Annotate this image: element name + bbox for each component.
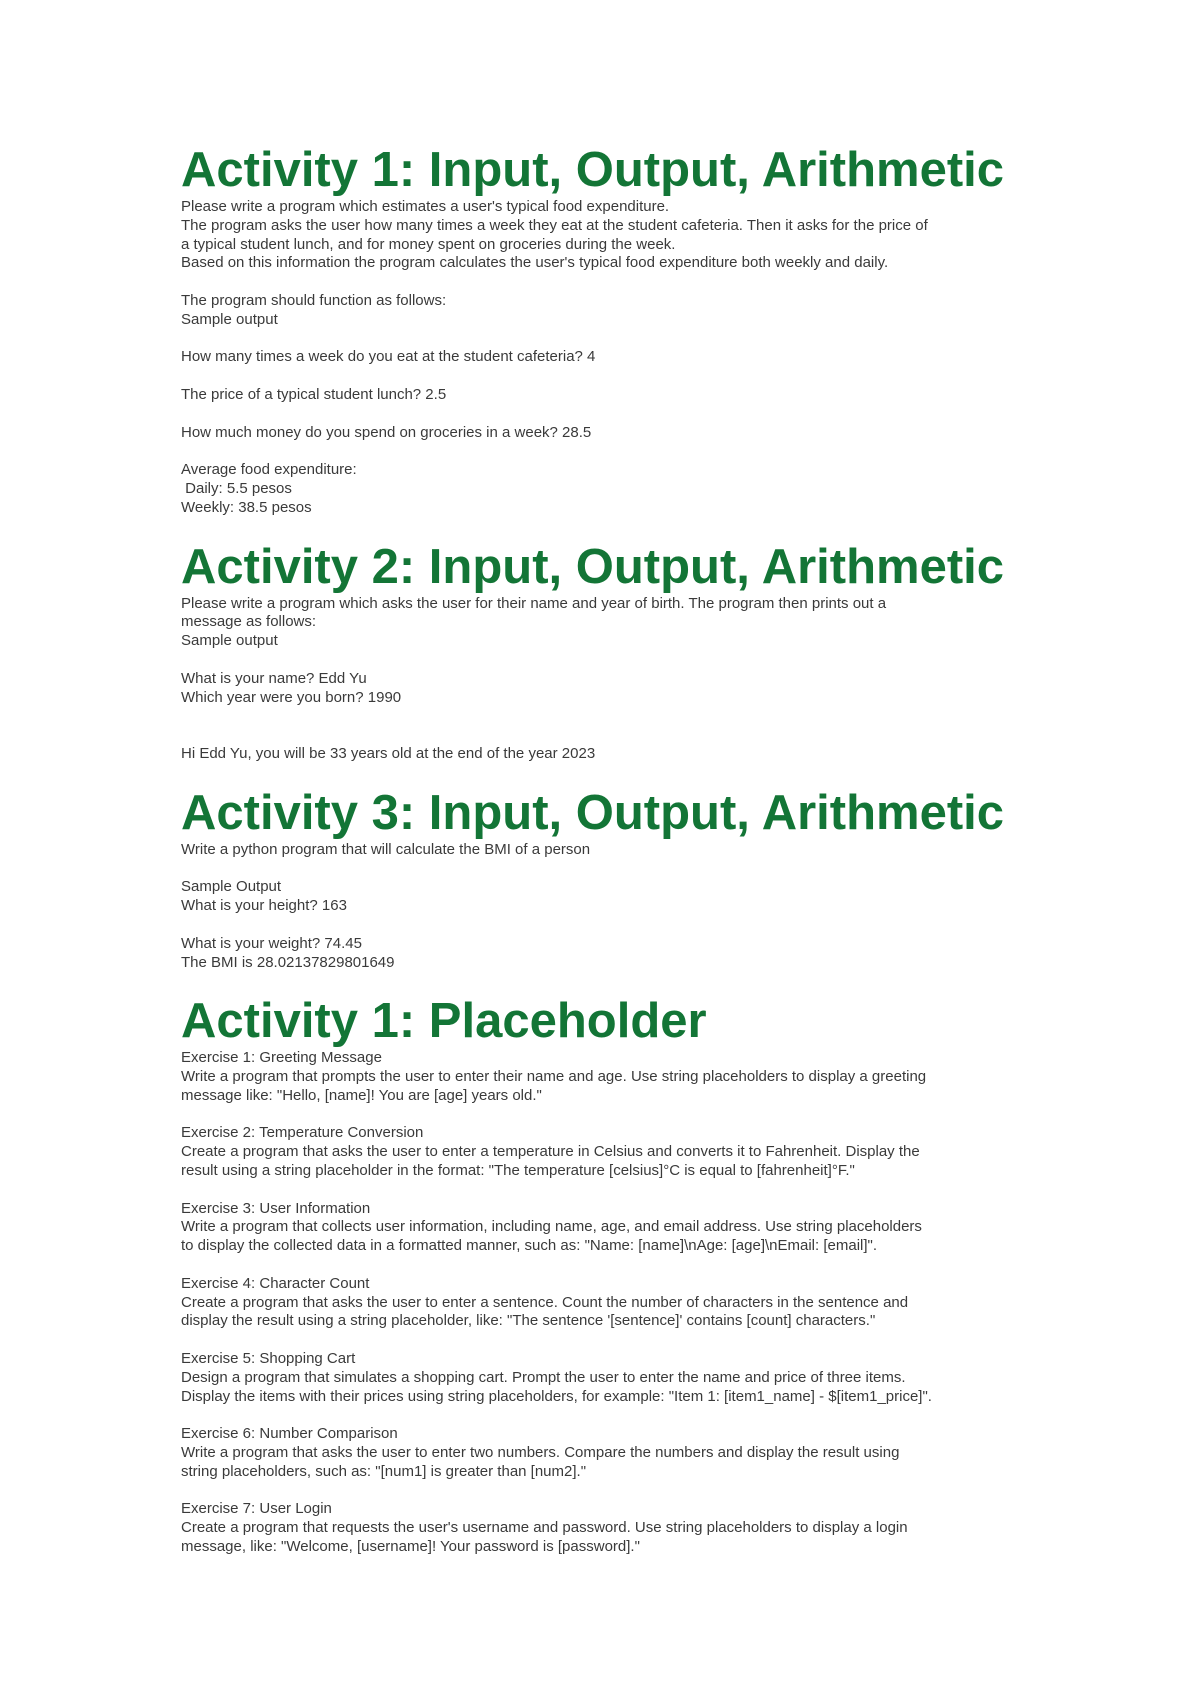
exercise-title: Exercise 2: Temperature Conversion bbox=[181, 1124, 424, 1142]
body-line: string placeholders, such as: "[num1] is greater than [num2]." bbox=[181, 1462, 587, 1480]
body-line: What is your height? 163 bbox=[181, 897, 347, 915]
blank-line bbox=[181, 651, 1031, 670]
body-line: What is your weight? 74.45 bbox=[181, 934, 362, 952]
body-line: Which year were you born? 1990 bbox=[181, 688, 402, 706]
body-line: The BMI is 28.02137829801649 bbox=[181, 953, 395, 971]
body-line: Design a program that simulates a shopping cart. Prompt the user to enter the name and price of three items. bbox=[181, 1368, 906, 1386]
body-line: Sample output bbox=[181, 310, 278, 328]
body-line: to display the collected data in a formatted manner, such as: "Name: [name]\nAge: [age]\nEmail: [email]". bbox=[181, 1237, 878, 1255]
body-line: Create a program that requests the user's username and password. Use string placeholders to display a login bbox=[181, 1519, 908, 1537]
body-line: Please write a program which estimates a user's typical food expenditure. bbox=[181, 198, 670, 215]
body-line: The program should function as follows: bbox=[181, 291, 447, 309]
body-line: Average food expenditure: bbox=[181, 461, 357, 479]
blank-line bbox=[181, 1482, 1031, 1501]
body-line: Write a python program that will calculate the BMI of a person bbox=[181, 840, 591, 858]
blank-line bbox=[181, 442, 1031, 461]
blank-line bbox=[181, 860, 1031, 879]
body-line: Write a program that collects user information, including name, age, and email address. Use string placeholders bbox=[181, 1218, 922, 1236]
exercise-title: Exercise 4: Character Count bbox=[181, 1274, 370, 1292]
blank-line bbox=[181, 330, 1031, 349]
blank-line bbox=[181, 1331, 1031, 1350]
blank-line bbox=[181, 273, 1031, 292]
body-line: Create a program that asks the user to enter a sentence. Count the number of characters in the sentence and bbox=[181, 1293, 909, 1311]
blank-line bbox=[181, 405, 1031, 424]
blank-line bbox=[181, 1406, 1031, 1425]
blank-line bbox=[181, 726, 1031, 745]
section-spacer bbox=[181, 518, 1031, 539]
body-line: Daily: 5.5 pesos bbox=[181, 479, 292, 497]
body-line: How many times a week do you eat at the student cafeteria? 4 bbox=[181, 348, 596, 366]
body-line: Write a program that asks the user to enter two numbers. Compare the numbers and display the result using bbox=[181, 1444, 900, 1462]
body-line: result using a string placeholder in the format: "The temperature [celsius]°C is equal to [fahrenheit]°F." bbox=[181, 1162, 855, 1180]
body-line: Weekly: 38.5 pesos bbox=[181, 498, 312, 516]
body-line: Display the items with their prices using string placeholders, for example: "Item 1: [item1_name] - $[item1_price]". bbox=[181, 1387, 932, 1405]
body-line: Create a program that asks the user to enter a temperature in Celsius and converts it to Fahrenheit. Display the bbox=[181, 1143, 920, 1161]
blank-line bbox=[181, 1106, 1031, 1125]
blank-line bbox=[181, 1181, 1031, 1200]
body-line: message as follows: bbox=[181, 613, 317, 631]
exercise-title: Exercise 5: Shopping Cart bbox=[181, 1350, 356, 1368]
exercise-title: Exercise 3: User Information bbox=[181, 1199, 371, 1217]
activity-section bbox=[181, 539, 1031, 764]
section-heading: Activity 1: Input, Output, Arithmetic bbox=[181, 143, 1005, 197]
activity-section bbox=[181, 142, 1031, 518]
body-line: Write a program that prompts the user to enter their name and age. Use string placeholders to display a greeting bbox=[181, 1068, 927, 1086]
body-line: Sample output bbox=[181, 632, 278, 650]
blank-line bbox=[181, 367, 1031, 386]
section-spacer bbox=[181, 764, 1031, 785]
blank-line bbox=[181, 707, 1031, 726]
exercise-title: Exercise 1: Greeting Message bbox=[181, 1049, 382, 1067]
body-line: The program asks the user how many times a week they eat at the student cafeteria. Then it asks for the price of bbox=[181, 216, 928, 234]
body-line: message like: "Hello, [name]! You are [age] years old." bbox=[181, 1086, 542, 1104]
body-line: Please write a program which asks the user for their name and year of birth. The program then prints out a bbox=[181, 594, 887, 612]
body-line: Hi Edd Yu, you will be 33 years old at the end of the year 2023 bbox=[181, 744, 596, 762]
activity-section bbox=[181, 785, 1031, 973]
body-line: How much money do you spend on groceries in a week? 28.5 bbox=[181, 423, 592, 441]
section-heading: Activity 1: Placeholder bbox=[181, 994, 707, 1049]
body-line: a typical student lunch, and for money spent on groceries during the week. bbox=[181, 235, 676, 253]
exercise-title: Exercise 7: User Login bbox=[181, 1500, 332, 1518]
section-spacer bbox=[181, 972, 1031, 993]
body-line: The price of a typical student lunch? 2.5 bbox=[181, 385, 447, 403]
body-line: Sample Output bbox=[181, 878, 282, 896]
body-line: Based on this information the program calculates the user's typical food expenditure both weekly and daily. bbox=[181, 254, 889, 272]
document-content bbox=[181, 142, 1031, 1557]
section-heading: Activity 3: Input, Output, Arithmetic bbox=[181, 785, 1005, 840]
section-heading: Activity 2: Input, Output, Arithmetic bbox=[181, 539, 1005, 594]
body-line: message, like: "Welcome, [username]! Your password is [password]." bbox=[181, 1538, 640, 1556]
blank-line bbox=[181, 916, 1031, 935]
blank-line bbox=[181, 1256, 1031, 1275]
exercise-title: Exercise 6: Number Comparison bbox=[181, 1425, 398, 1443]
body-line: display the result using a string placeholder, like: "The sentence '[sentence]' contains [count] characters." bbox=[181, 1312, 876, 1330]
activity-section bbox=[181, 993, 1031, 1557]
body-line: What is your name? Edd Yu bbox=[181, 669, 367, 687]
